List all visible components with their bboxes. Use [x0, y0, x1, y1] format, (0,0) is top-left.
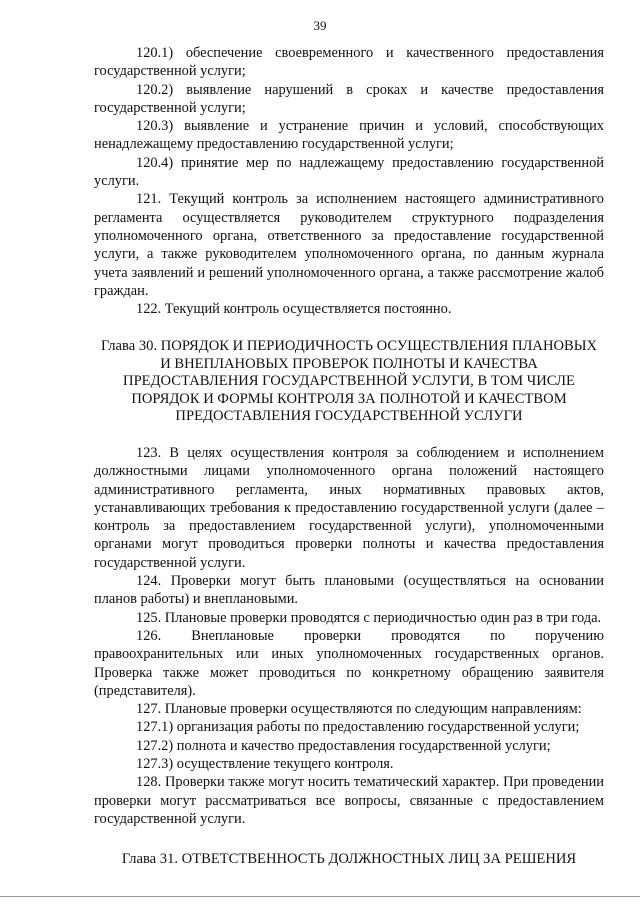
paragraph-120-1: 120.1) обеспечение своевременного и качественного предоставления государственной услуги; [94, 45, 604, 80]
paragraph-126: 126. Внеплановые проверки проводятся по поручению правоохранительных или иных уполномоченных государственных органов. Проверка также может проводиться по конкретному обращению заявителя (представителя). [94, 627, 604, 699]
chapter-31-heading: Глава 31. ОТВЕТСТВЕННОСТЬ ДОЛЖНОСТНЫХ ЛИЦ ЗА РЕШЕНИЯ [121, 851, 577, 868]
paragraph-124: 124. Проверки могут быть плановыми (осуществляться на основании планов работы) и внеплановыми. [94, 573, 604, 608]
paragraph-120-3: 120.3) выявление и устранение причин и условий, способствующих ненадлежащему предоставлению государственной услуги; [94, 118, 604, 153]
chapter-30-heading: Глава 30. ПОРЯДОК И ПЕРИОДИЧНОСТЬ ОСУЩЕСТВЛЕНИЯ ПЛАНОВЫХ И ВНЕПЛАНОВЫХ ПРОВЕРОК ПОЛНОТЫ И КАЧЕСТВА ПРЕДОСТАВЛЕНИЯ ГОСУДАРСТВЕННОЙ УСЛУГИ, В ТОМ ЧИСЛЕ ПОРЯДОК И ФОРМЫ КОНТРОЛЯ ЗА ПОЛНОТОЙ И КАЧЕСТВОМ ПРЕДОСТАВЛЕНИЯ ГОСУДАРСТВЕННОЙ УСЛУГИ [100, 338, 598, 425]
paragraph-127-2: 127.2) полнота и качество предоставления государственной услуги; [136, 737, 551, 754]
page-number: 39 [313, 18, 327, 33]
paragraph-121: 121. Текущий контроль за исполнением настоящего административного регламента осуществляется руководителем структурного подразделения уполномоченного органа, ответственного за предоставление государственной услуги, а также руководителем уполномоченного органа, по данным журнала учета заявлений и решений уполномоченного органа, а также рассмотрение жалоб граждан. [94, 191, 604, 299]
paragraph-127-3: 127.3) осуществление текущего контроля. [136, 756, 394, 772]
page-content [94, 44, 604, 868]
paragraph-127-1: 127.1) организация работы по предоставлению государственной услуги; [136, 719, 580, 736]
paragraph-125: 125. Плановые проверки проводятся с периодичностью один раз в три года. [136, 609, 602, 626]
paragraph-120-4: 120.4) принятие мер по надлежащему предоставлению государственной услуги. [94, 154, 604, 190]
paragraph-123: 123. В целях осуществления контроля за соблюдением и исполнением должностными лицами уполномоченного органа положений настоящего административного регламента, иных нормативных правовых актов, устанавливающих требования к предоставлению государственной услуги (далее – контроль за предоставлением государственной услуги), уполномоченными органами могут проводиться проверки полноты и качества предоставления государственной услуги. [94, 444, 604, 571]
page-bottom-edge [0, 896, 640, 897]
paragraph-120-2: 120.2) выявление нарушений в сроках и качестве предоставления государственной услуги; [94, 81, 604, 116]
paragraph-122: 122. Текущий контроль осуществляется постоянно. [136, 301, 452, 318]
paragraph-127: 127. Плановые проверки осуществляются по следующим направлениям: [136, 701, 582, 718]
paragraph-128: 128. Проверки также могут носить тематический характер. При проведении проверки могут рассматриваться все вопросы, связанные с предоставлением государственной услуги. [94, 774, 604, 827]
